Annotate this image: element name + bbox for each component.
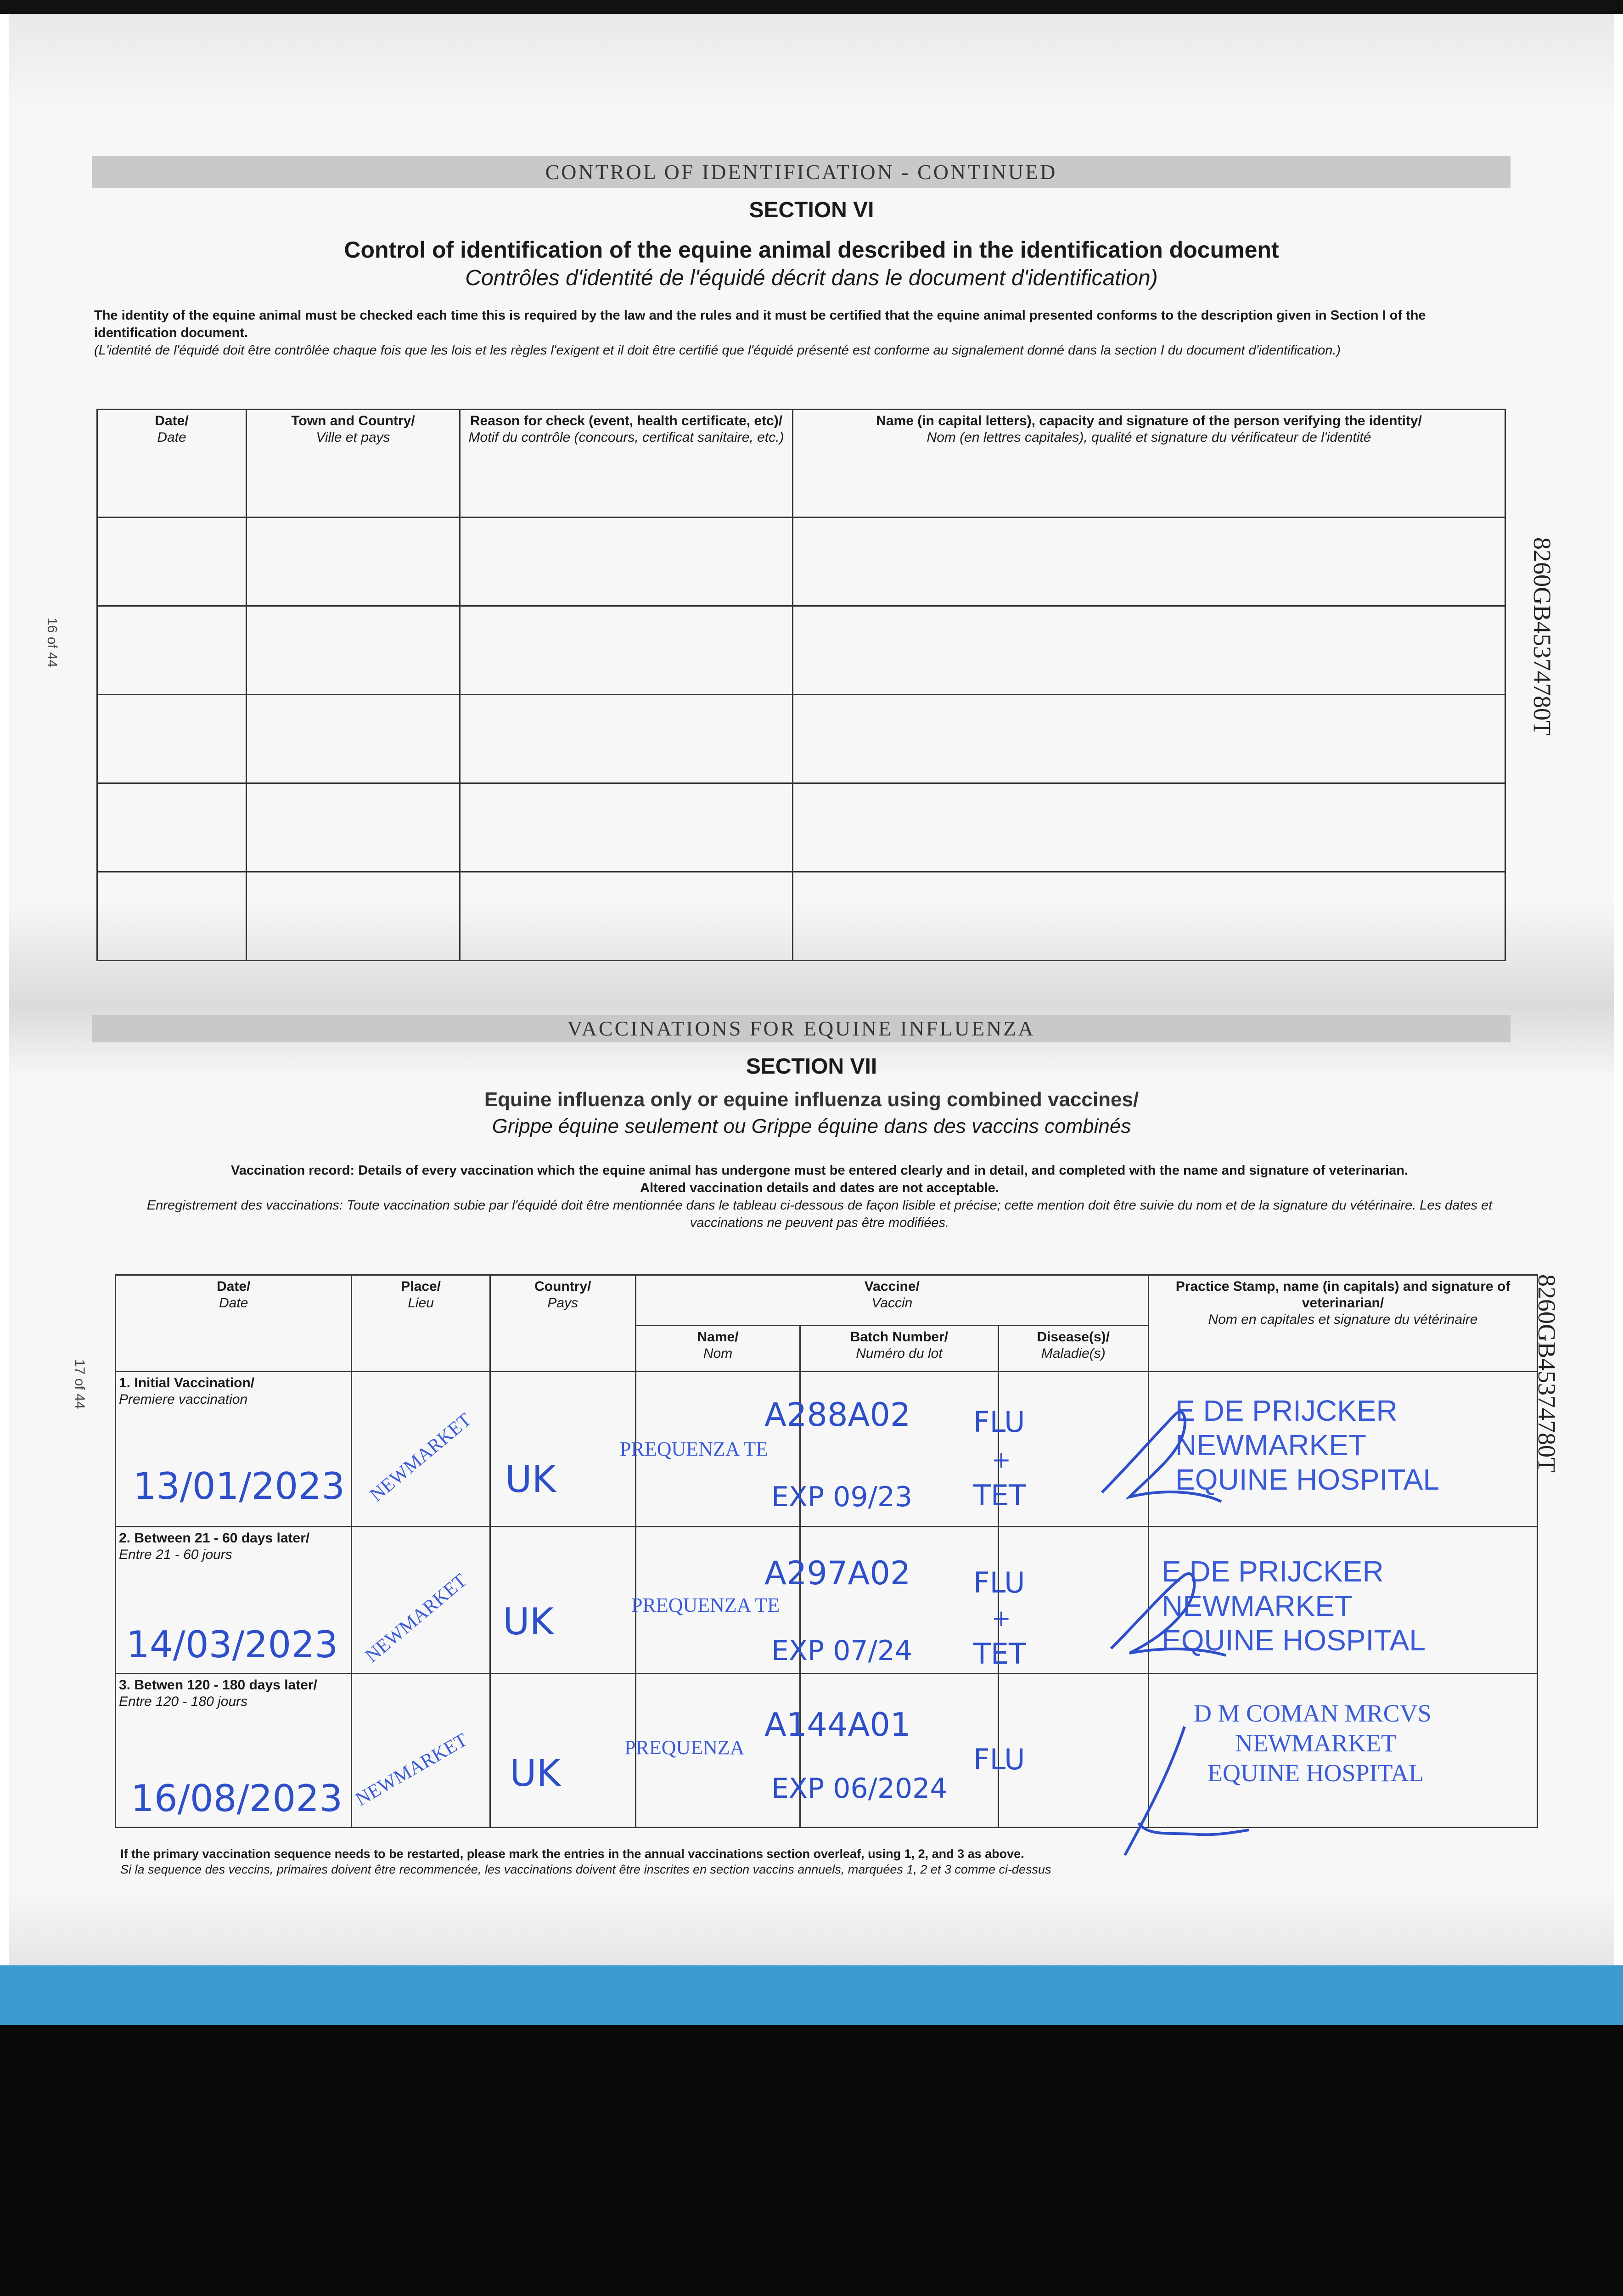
table-row <box>97 518 1505 606</box>
row1-stamp-line3: EQUINE HOSPITAL <box>1175 1463 1439 1496</box>
vacc-col-disease: Disease(s)/ Maladie(s) <box>998 1326 1148 1372</box>
row2-country: UK <box>503 1600 554 1643</box>
row3-vaccine: PREQUENZA <box>624 1736 745 1759</box>
row2-stamp-line3: EQUINE HOSPITAL <box>1162 1624 1426 1657</box>
section-vii-label: SECTION VII <box>746 1054 877 1079</box>
row2-vaccine: PREQUENZA TE <box>631 1594 780 1616</box>
row3-exp: EXP 06/2024 <box>771 1773 948 1805</box>
page-number-17: 17 of 44 <box>72 1359 87 1409</box>
row3-country: UK <box>510 1752 561 1795</box>
table-row <box>97 872 1505 961</box>
section-vii-subtitle: Grippe équine seulement ou Grippe équine dans des vaccins combinés <box>492 1115 1131 1137</box>
vacc-instructions-fr: Enregistrement des vaccinations: Toute vaccination subie par l'équidé doit être mentionnée dans le tableau ci-dessous de façon lisible et précise; cette mention doit être suivie du nom et de la signature du vétérinaire. Les dates et vaccinations ne peuvent pas être modifiées. <box>146 1198 1493 1230</box>
vacc-col-stamp: Practice Stamp, name (in capitals) and signature of veterinarian/ Nom en capitales et signature du vétérinaire <box>1148 1275 1537 1372</box>
row3-disease-1: FLU <box>973 1743 1025 1776</box>
row3-stamp-line1: D M COMAN MRCVS <box>1194 1699 1432 1727</box>
footnote-fr: Si la sequence des veccins, primaires doivent être recommencée, les vaccinations doivent être inscrites en section vaccins annuels, marquées 1, 2 et 3 comme ci-dessus <box>120 1863 1051 1876</box>
section-vi-band: CONTROL OF IDENTIFICATION - CONTINUED <box>92 156 1511 188</box>
row3-batch: A144A01 <box>764 1706 911 1744</box>
row2-disease-3: TET <box>973 1637 1026 1671</box>
row1-date: 13/01/2023 <box>133 1465 345 1508</box>
vacc-col-vaccine: Vaccine/ Vaccin <box>635 1275 1148 1326</box>
row1-disease-3: TET <box>973 1479 1026 1512</box>
row3-date-cell: 3. Betwen 120 - 180 days later/ Entre 120 - 180 jours <box>116 1674 352 1828</box>
section-vi-title: Control of identification of the equine animal described in the identification document <box>344 237 1279 263</box>
row3-date: 16/08/2023 <box>131 1777 343 1820</box>
row1-place: NEWMARKET <box>366 1409 476 1506</box>
row2-disease-2: + <box>992 1605 1011 1632</box>
section-vii-band: VACCINATIONS FOR EQUINE INFLUENZA <box>92 1015 1511 1042</box>
vacc-col-name: Name/ Nom <box>635 1326 800 1372</box>
instructions-fr: (L'identité de l'équidé doit être contrôlée chaque fois que les lois et les règles l'exigent et il doit être certifié que l'équidé présenté est conforme au signalement donné dans la section I du document d'identification.) <box>94 343 1341 358</box>
row2-stamp-line2: NEWMARKET <box>1162 1589 1353 1622</box>
section-vi-subtitle: Contrôles d'identité de l'équidé décrit dans le document d'identification) <box>465 266 1158 290</box>
row1-vaccine: PREQUENZA TE <box>620 1438 769 1460</box>
row1-batch: A288A02 <box>764 1396 911 1434</box>
row1-exp: EXP 09/23 <box>771 1481 913 1513</box>
row2-place: NEWMARKET <box>361 1570 471 1667</box>
row2-stamp-line1: E DE PRIJCKER <box>1162 1555 1384 1588</box>
row3-stamp-line2: NEWMARKET <box>1235 1729 1396 1757</box>
section-vii-instructions <box>124 1162 1515 1232</box>
scan-top-edge <box>0 0 1623 14</box>
side-code-upper: 8260GB45374780T <box>1528 537 1556 736</box>
section-vii-title: Equine influenza only or equine influenza using combined vaccines/ <box>484 1088 1139 1111</box>
row3-stamp-line3: EQUINE HOSPITAL <box>1207 1759 1424 1787</box>
row2-date-cell: 2. Between 21 - 60 days later/ Entre 21 - 60 jours <box>116 1527 352 1674</box>
vacc-instructions-en: Vaccination record: Details of every vaccination which the equine animal has undergone must be entered clearly and in detail, and completed with the name and signature of veterinarian. <box>231 1163 1408 1178</box>
row1-disease-1: FLU <box>973 1405 1025 1439</box>
row3-place: NEWMARKET <box>352 1729 472 1811</box>
vaccination-footnote <box>120 1846 1406 1877</box>
section-vi-label: SECTION VI <box>749 198 874 222</box>
row1-country: UK <box>505 1458 556 1501</box>
identity-check-table <box>96 409 1506 961</box>
table-row <box>97 606 1505 695</box>
col-verifier: Name (in capital letters), capacity and signature of the person verifying the identity/ Nom (en lettres capitales), qualité et signature du vérificateur de l'identité <box>793 410 1505 518</box>
row3-signature <box>1079 1717 1253 1864</box>
col-date: Date/ Date <box>97 410 247 518</box>
col-town-country: Town and Country/ Ville et pays <box>247 410 460 518</box>
row1-date-cell: 1. Initial Vaccination/ Premiere vaccination <box>116 1372 352 1527</box>
row2-exp: EXP 07/24 <box>771 1635 913 1667</box>
vacc-instructions-alt: Altered vaccination details and dates are not acceptable. <box>640 1181 999 1195</box>
row1-disease-2: + <box>992 1446 1011 1473</box>
side-code-lower: 8260GB45374780T <box>1533 1274 1561 1473</box>
col-reason: Reason for check (event, health certificate, etc)/ Motif du contrôle (concours, certificat sanitaire, etc.) <box>460 410 793 518</box>
instructions-en: The identity of the equine animal must be checked each time this is required by the law and the rules and it must be certified that the equine animal presented conforms to the description given in Section I of the identification document. <box>94 308 1426 340</box>
vacc-col-batch: Batch Number/ Numéro du lot <box>800 1326 998 1372</box>
row1-stamp-line2: NEWMARKET <box>1175 1429 1366 1462</box>
table-row <box>97 695 1505 783</box>
page-number-16: 16 of 44 <box>45 618 60 668</box>
table-row <box>97 783 1505 872</box>
scan-bottom-background <box>0 2025 1623 2296</box>
footnote-en: If the primary vaccination sequence needs to be restarted, please mark the entries in the annual vaccinations section overleaf, using 1, 2, and 3 as above. <box>120 1847 1024 1861</box>
row2-signature <box>1097 1557 1235 1676</box>
section-vi-instructions <box>94 307 1499 359</box>
row1-signature <box>1093 1396 1230 1525</box>
row2-date: 14/03/2023 <box>126 1623 338 1666</box>
vacc-col-place: Place/ Lieu <box>352 1275 490 1372</box>
booklet-binding-edge <box>0 1965 1623 2025</box>
row2-batch: A297A02 <box>764 1554 911 1592</box>
vacc-col-country: Country/ Pays <box>490 1275 635 1372</box>
vacc-col-date: Date/ Date <box>116 1275 352 1372</box>
row2-disease-1: FLU <box>973 1566 1025 1599</box>
row1-stamp-line1: E DE PRIJCKER <box>1175 1394 1398 1427</box>
